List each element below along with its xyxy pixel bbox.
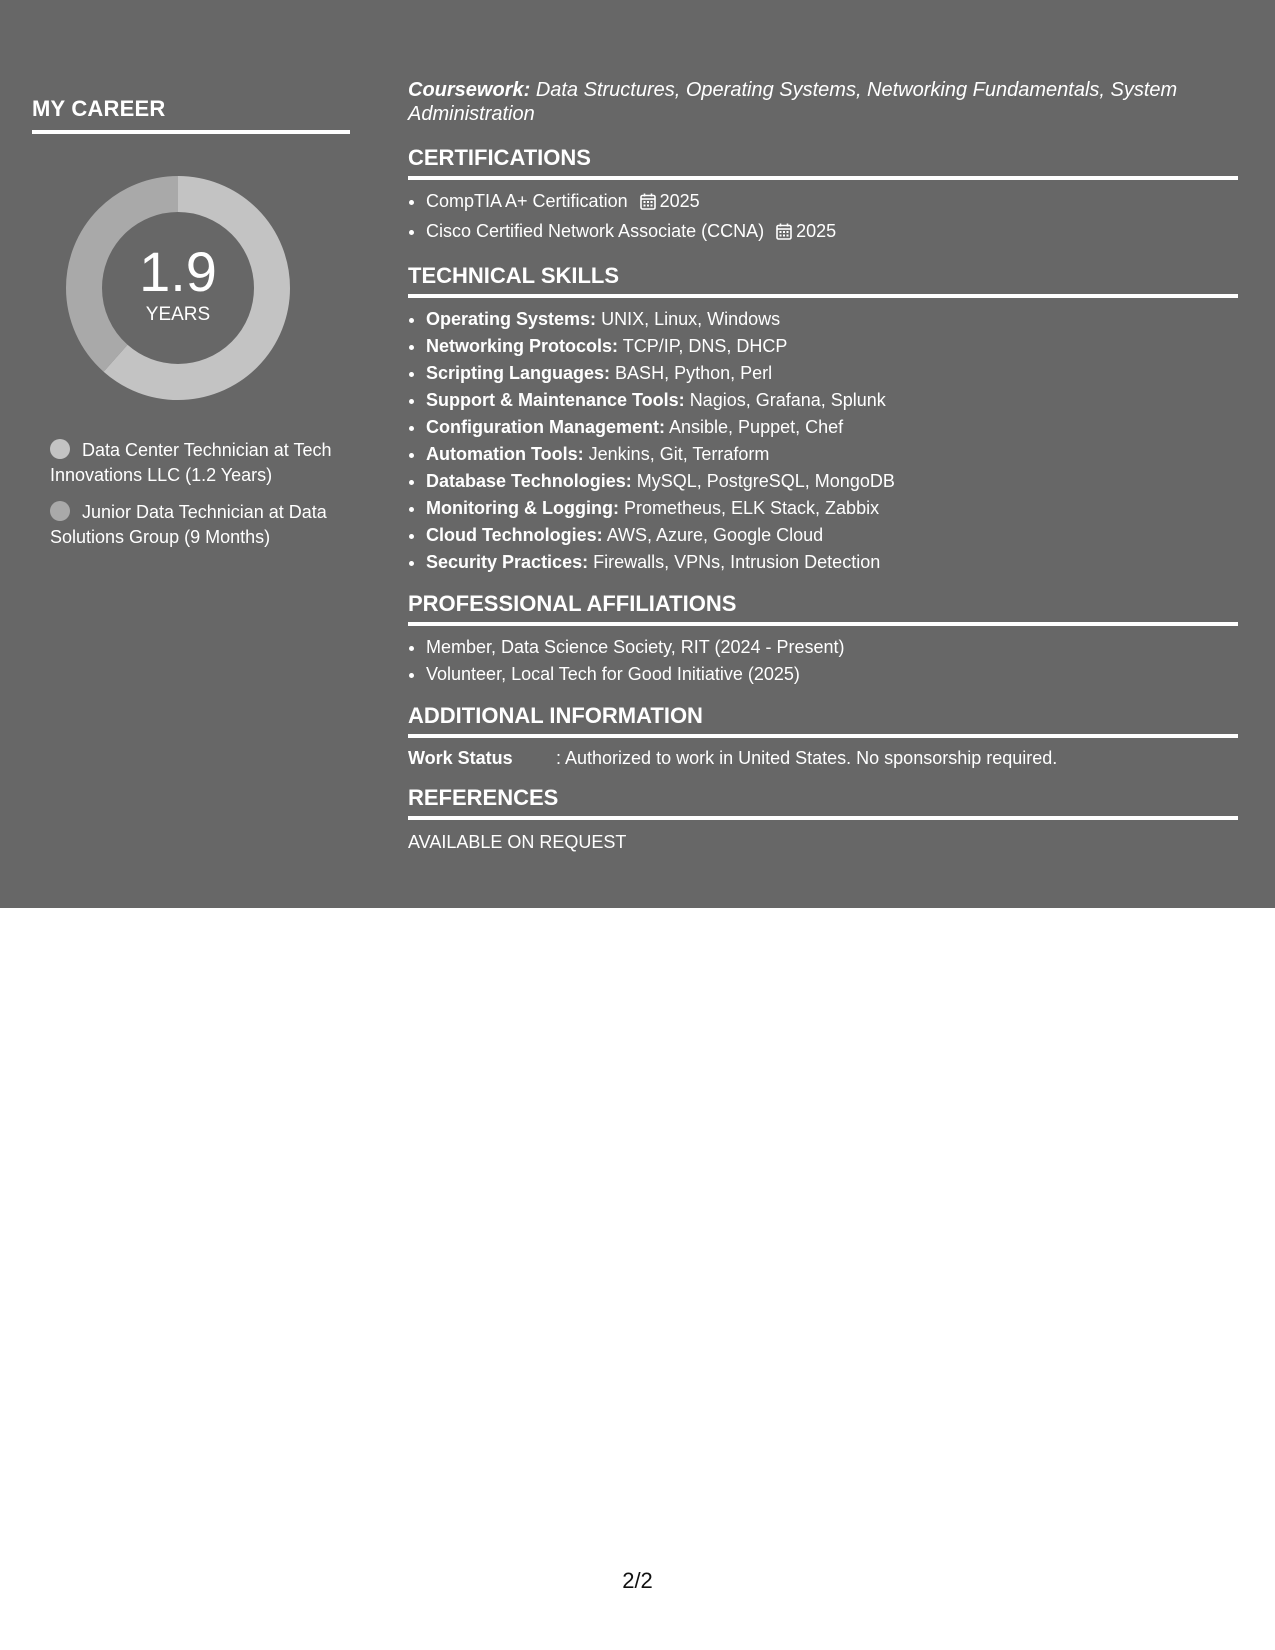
skill-item [426,360,1238,387]
skill-value: Prometheus, ELK Stack, Zabbix [623,498,880,518]
skill-item [426,333,1238,360]
certifications-list [408,188,1238,248]
coursework-label: Coursework: [408,79,531,101]
skill-value: Firewalls, VPNs, Intrusion Detection [593,552,881,572]
affiliations-list [408,634,1238,688]
additional-info-title: ADDITIONAL INFORMATION [408,703,703,728]
skill-item [426,441,1238,468]
skill-value: UNIX, Linux, Windows [601,309,781,329]
career-sidebar [32,96,350,547]
skill-label: Security Practices: [426,552,589,572]
coursework-value: Data Structures, Operating Systems, Networking Fundamentals, System Administration [408,79,1178,125]
certification-name: Cisco Certified Network Associate (CCNA) [426,221,765,241]
skill-label: Automation Tools: [426,444,584,464]
career-role-label: Data Center Technician at Tech Innovations LLC (1.2 Years) [50,440,332,485]
technical-skills-section [408,262,1238,576]
certification-item [426,188,1238,218]
skill-value: AWS, Azure, Google Cloud [606,525,824,545]
work-status-label: Work Status [408,748,513,768]
certification-item [426,218,1238,248]
skill-item [426,387,1238,414]
page-number: 2/2 [622,1568,653,1593]
career-role-item [50,438,350,488]
certification-name: CompTIA A+ Certification [426,191,628,211]
career-roles-legend [50,438,350,562]
references-section [408,784,1238,853]
skill-value: Jenkins, Git, Terraform [588,444,770,464]
affiliation-item: • Volunteer, Local Tech for Good Initiative (2025) [426,661,1238,688]
technical-skills-title: TECHNICAL SKILLS [408,263,620,288]
legend-dot-icon [50,501,70,521]
skill-label: Cloud Technologies: [426,525,603,545]
references-title: REFERENCES [408,785,559,810]
certification-year: 2025 [659,191,700,211]
calendar-icon [640,191,656,218]
donut-center [66,176,290,400]
section-divider [408,176,1238,180]
career-divider [32,130,350,134]
skill-value: Nagios, Grafana, Splunk [689,390,886,410]
references-value: AVAILABLE ON REQUEST [408,832,627,852]
total-years-number: 1.9 [139,240,217,303]
additional-info-section [408,702,1238,770]
total-years-unit: YEARS [145,304,211,325]
skill-value: MySQL, PostgreSQL, MongoDB [636,471,895,491]
affiliation-item: • Member, Data Science Society, RIT (2024 - Present) [426,634,1238,661]
career-role-item [50,500,350,550]
skill-label: Operating Systems: [426,309,597,329]
certifications-section [408,144,1238,248]
career-title: MY CAREER [32,96,166,121]
certifications-title: CERTIFICATIONS [408,145,591,170]
certification-year: 2025 [796,221,837,241]
skill-item [426,495,1238,522]
skill-item [426,522,1238,549]
skill-item [426,468,1238,495]
skill-label: Configuration Management: [426,417,665,437]
skill-label: Networking Protocols: [426,336,619,356]
resume-main-content [408,78,1238,853]
career-role-label: Junior Data Technician at Data Solutions Group (9 Months) [50,502,327,547]
skill-item [426,549,1238,576]
technical-skills-list [408,306,1238,576]
skill-label: Support & Maintenance Tools: [426,390,685,410]
work-status-value: : Authorized to work in United States. No sponsorship required. [556,748,1058,768]
skill-value: TCP/IP, DNS, DHCP [622,336,788,356]
calendar-icon [776,221,792,248]
skill-label: Monitoring & Logging: [426,498,619,518]
affiliations-title: PROFESSIONAL AFFILIATIONS [408,591,737,616]
section-divider [408,294,1238,298]
skill-item [426,306,1238,333]
skill-label: Scripting Languages: [426,363,611,383]
coursework-line [408,78,1238,126]
section-divider [408,734,1238,738]
skill-label: Database Technologies: [426,471,632,491]
skill-item [426,414,1238,441]
skill-value: Ansible, Puppet, Chef [669,417,844,437]
career-donut-chart [66,176,290,400]
legend-dot-icon [50,439,70,459]
skill-value: BASH, Python, Perl [615,363,773,383]
section-divider [408,816,1238,820]
section-divider [408,622,1238,626]
work-status-row [408,746,1238,770]
affiliations-section [408,590,1238,688]
